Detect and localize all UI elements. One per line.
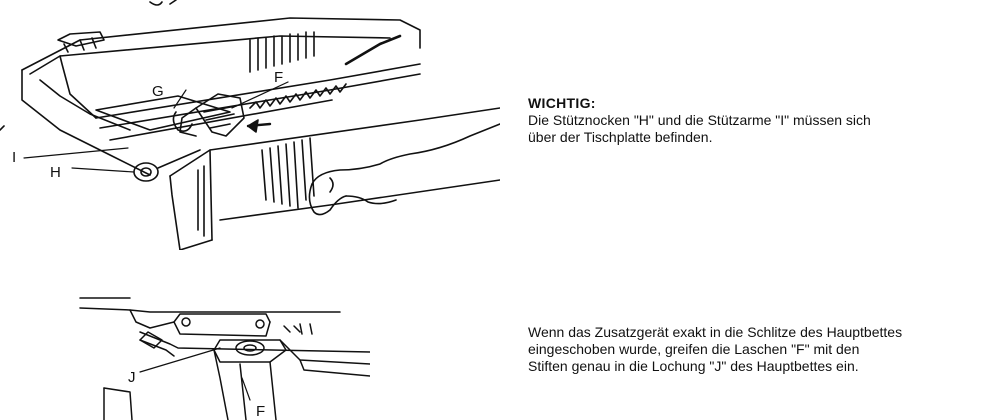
instruction-note	[528, 324, 998, 375]
warning-block	[528, 95, 968, 146]
machine-body-drawing	[0, 0, 500, 250]
note-line-3: Stiften genau in die Lochung "J" des Hauptbettes ein.	[528, 358, 859, 374]
note-line-1: Wenn das Zusatzgerät exakt in die Schlitze des Hauptbettes	[528, 324, 903, 340]
warning-line-2: über der Tischplatte befinden.	[528, 129, 713, 145]
callout-label-f: F	[274, 69, 284, 86]
callout-label-g: G	[152, 83, 164, 100]
lever-engagement-illustration	[70, 288, 370, 420]
callout-label-i: I	[12, 149, 17, 166]
warning-line-1: Die Stütznocken "H" und die Stützarme "I" müssen sich	[528, 112, 871, 128]
ribber-mounting-illustration	[0, 0, 500, 250]
callout-label-j: J	[128, 369, 136, 386]
callout-label-f-closeup: F	[256, 403, 266, 420]
callout-label-h: H	[50, 164, 61, 181]
lever-closeup-drawing	[80, 298, 370, 420]
note-line-2: eingeschoben wurde, greifen die Laschen "F" mit den	[528, 341, 860, 357]
warning-heading: WICHTIG:	[528, 95, 596, 111]
